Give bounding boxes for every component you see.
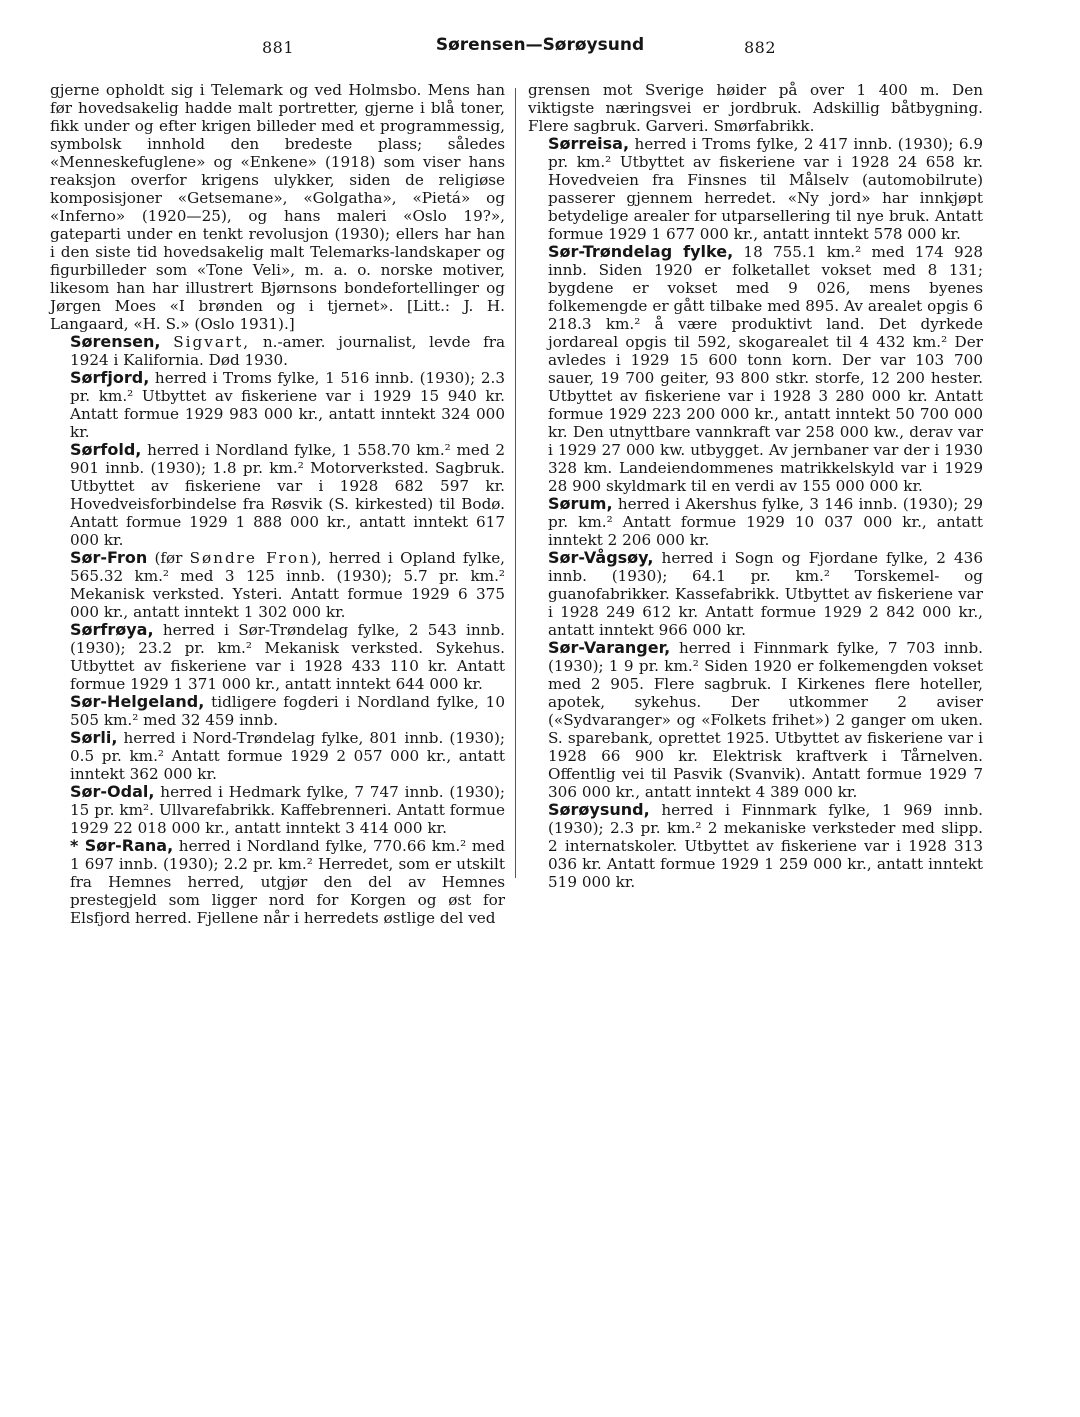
page-title: Sørensen—Sørøysund	[435, 35, 645, 55]
entry-sor-odal	[50, 783, 505, 837]
entry-sor-trondelag	[528, 243, 983, 495]
headword: Sør-Vågsøy,	[548, 548, 654, 567]
headword: * Sør-Rana,	[70, 836, 174, 855]
entry-sor-rana	[50, 837, 505, 927]
entry-text: tidligere fogderi i Nordland fylke, 10 505 km.² med 32 459 innb.	[70, 693, 505, 729]
entry-text: herred i Sør-Trøndelag fylke, 2 543 innb. (1930); 23.2 pr. km.² Mekanisk verksted. Sykehus. Utbyttet av fiskeriene var i 1928 433 110 kr. Antatt formue 1929 1 371 000 kr., antatt inntekt 644 000 kr.	[70, 621, 506, 693]
entry-sor-varanger	[528, 639, 983, 801]
headword: Sør-Fron	[70, 548, 148, 567]
entry-sorfroya	[50, 621, 505, 693]
entry-sorum	[528, 495, 983, 549]
entry-text: n.-amer. journalist, levde fra 1924 i Kalifornia. Død 1930.	[70, 333, 506, 369]
left-column	[50, 81, 505, 927]
right-column	[528, 81, 983, 891]
headword: Sør-Trøndelag fylke,	[548, 242, 734, 261]
continuation-text: gjerne opholdt sig i Telemark og ved Holmsbo. Mens han før hovedsakelig hadde malt portretter, gjerne i blå toner, fikk under og efter krigen billeder med et programmessig, symbolsk innhold den bredeste plass; således «Menneskefuglene» og «Enkene» (1918) som viser hans reaksjon overfor krigens ulykker, siden de religiøse komposisjoner «Getsemane», «Golgatha», «Pietá» og «Inferno» (1920—25), og hans maleri «Oslo 19?», gateparti under en tenkt revolusjon (1930); ellers har han i den siste tid hovedsakelig malt Telemarks-landskaper og figurbilleder som «Tone Veli», m. a. o. norske motiver, likesom han har illustrert Bjørnsons bondefortellinger og Jørgen Moes «I brønden og i tjernet». [Litt.: J. H. Langaard, «H. S.» (Oslo 1931).]	[50, 81, 505, 333]
entry-text: herred i Hedmark fylke, 7 747 innb. (1930); 15 pr. km². Ullvarefabrikk. Kaffebrenneri. Antatt formue 1929 22 018 000 kr., antatt inntekt 3 414 000 kr.	[70, 783, 505, 837]
entry-text: herred i Nord-Trøndelag fylke, 801 innb. (1930); 0.5 pr. km.² Antatt formue 1929 2 057 000 kr., antatt inntekt 362 000 kr.	[70, 729, 506, 783]
headword: Sørli,	[70, 728, 118, 747]
entry-sorfjord	[50, 369, 505, 441]
entry-text: herred i Akershus fylke, 3 146 innb. (1930); 29 pr. km.² Antatt formue 1929 10 037 000 kr., antatt inntekt 2 206 000 kr.	[548, 495, 983, 549]
entry-sorensen	[50, 333, 505, 369]
headword: Sørøysund,	[548, 800, 650, 819]
entry-sorli	[50, 729, 505, 783]
entry-text: herred i Finnmark fylke, 7 703 innb. (1930); 1 9 pr. km.² Siden 1920 er folkemengden vokset med 2 905. Flere sagbruk. I Kirkenes flere hoteller, apotek, sykehus. Der utkommer 2 aviser («Sydvaranger» og «Folkets frihet») 2 ganger om uken. S. sparebank, oprettet 1925. Utbyttet av fiskeriene var i 1928 66 900 kr. Elektrisk kraftverk i Tårnelven. Offentlig vei til Pasvik (Svanvik). Antatt formue 1929 7 306 000 kr., antatt inntekt 4 389 000 kr.	[548, 639, 984, 801]
alt-name: Søndre Fron	[189, 549, 311, 567]
headword: Sør-Odal,	[70, 782, 155, 801]
entry-sorreisa	[528, 135, 983, 243]
headword: Sørum,	[548, 494, 613, 513]
headword: Sør-Helgeland,	[70, 692, 205, 711]
headword: Sørfjord,	[70, 368, 150, 387]
entry-text: herred i Finnmark fylke, 1 969 innb. (1930); 2.3 pr. km.² 2 mekaniske verksteder med slipp. 2 internatskoler. Utbyttet av fiskeriene var i 1928 313 036 kr. Antatt formue 1929 1 259 000 kr., antatt inntekt 519 000 kr.	[548, 801, 983, 891]
page-number-left: 881	[262, 38, 295, 57]
column-divider	[515, 88, 516, 878]
entry-text: herred i Troms fylke, 2 417 innb. (1930); 6.9 pr. km.² Utbyttet av fiskeriene var i 1928 24 658 kr. Hovedveien fra Finsnes til Målselv (automobilrute) passerer gjennem herredet. «Ny jord» har innkjøpt betydelige arealer for utparsellering til nye bruk. Antatt formue 1929 1 677 000 kr., antatt inntekt 578 000 kr.	[548, 135, 983, 243]
entry-soroysund	[528, 801, 983, 891]
person-name: Sigvart,	[173, 333, 251, 351]
page-number-right: 882	[744, 38, 777, 57]
entry-sor-vagsoy	[528, 549, 983, 639]
entry-text-prefix: (før	[154, 549, 183, 567]
entry-text: herred i Nordland fylke, 1 558.70 km.² med 2 901 innb. (1930); 1.8 pr. km.² Motorverksted. Sagbruk. Utbyttet av fiskeriene var i 1928 682 597 kr. Hovedveisforbindelse fra Røsvik (S. kirkested) til Bodø. Antatt formue 1929 1 888 000 kr., antatt inntekt 617 000 kr.	[70, 441, 506, 549]
entry-text: herred i Troms fylke, 1 516 innb. (1930); 2.3 pr. km.² Utbyttet av fiskeriene var i 1929 15 940 kr. Antatt formue 1929 983 000 kr., antatt inntekt 324 000 kr.	[70, 369, 505, 441]
entry-text: 18 755.1 km.² med 174 928 innb. Siden 1920 er folketallet vokset med 8 131; bygdene er vokset med 9 026, mens byenes folkemengde er gått tilbake med 895. Av arealet opgis 6 218.3 km.² å være produktivt land. Det dyrkede jordareal opgis til 592, skogarealet til 4 432 km.² Der avledes i 1929 15 600 tonn korn. Der var 103 700 sauer, 19 700 geiter, 93 800 stkr. storfe, 12 200 hester. Utbyttet av fiskeriene var i 1928 3 280 000 kr. Antatt formue 1929 223 200 000 kr., antatt inntekt 50 700 000 kr. Den utnyttbare vannkraft var 258 000 kw., derav var i 1929 27 000 kw. utbygget. Av jernbaner var der i 1930 328 km. Landeiendommenes matrikkelskyld var i 1929 28 900 skyldmark til en verdi av 155 000 000 kr.	[548, 243, 984, 495]
headword: Sørensen,	[70, 332, 161, 351]
entry-text: herred i Nordland fylke, 770.66 km.² med 1 697 innb. (1930); 2.2 pr. km.² Herredet, som er utskilt fra Hemnes herred, utgjør den del av Hemnes prestegjeld som ligger nord for Korgen og øst for Elsfjord herred. Fjellene når i herredets østlige del ved	[70, 837, 505, 927]
headword: Sørreisa,	[548, 134, 630, 153]
entry-sor-helgeland	[50, 693, 505, 729]
headword: Sørfrøya,	[70, 620, 154, 639]
entry-text: herred i Sogn og Fjordane fylke, 2 436 innb. (1930); 64.1 pr. km.² Torskemel- og guanofabrikker. Kassefabrikk. Utbyttet av fiskeriene var i 1928 249 612 kr. Antatt formue 1929 2 842 000 kr., antatt inntekt 966 000 kr.	[548, 549, 983, 639]
headword: Sørfold,	[70, 440, 142, 459]
headword: Sør-Varanger,	[548, 638, 671, 657]
entry-sorfold	[50, 441, 505, 549]
entry-sor-fron	[50, 549, 505, 621]
entry-text: ), herred i Opland fylke, 565.32 km.² med 3 125 innb. (1930); 5.7 pr. km.² Mekanisk verksted. Ysteri. Antatt formue 1929 6 375 000 kr., antatt inntekt 1 302 000 kr.	[70, 549, 506, 621]
continuation-text: grensen mot Sverige høider på over 1 400 m. Den viktigste næringsvei er jordbruk. Adskillig båtbygning. Flere sagbruk. Garveri. Smørfabrikk.	[528, 81, 983, 135]
